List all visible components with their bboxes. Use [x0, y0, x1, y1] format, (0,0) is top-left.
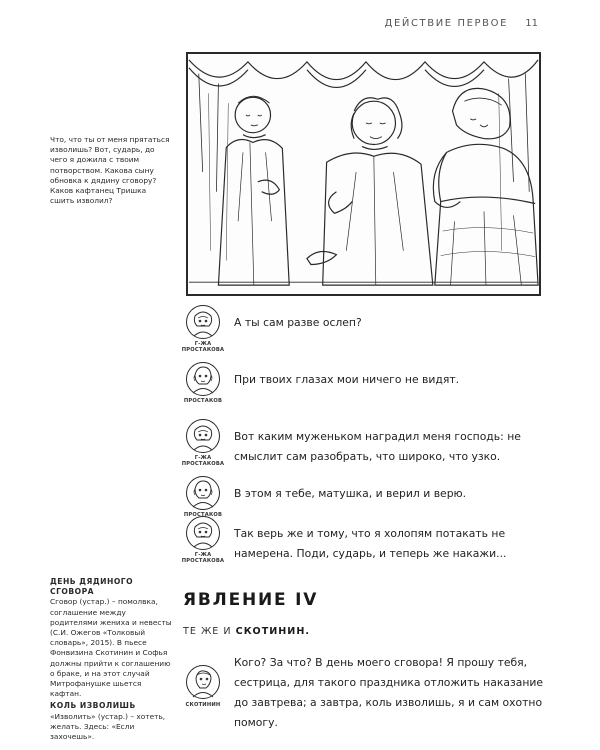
dialogue-line: [183, 304, 563, 360]
scene-cast: [183, 626, 310, 637]
engraving-illustration: [186, 52, 541, 296]
prostakova-portrait-icon: [185, 418, 221, 454]
speaker-label: Г-ЖА ПРОСТАКОВА: [181, 455, 225, 468]
speech-text: Так верь же и тому, что я холопям потакать не намерена. Поди, сударь, и теперь же накажи...: [234, 527, 507, 560]
speech-text: В этом я тебе, матушка, и верил и верю.: [234, 487, 467, 500]
scene-heading: ЯВЛЕНИЕ IV: [183, 590, 319, 610]
glossary-definition: Сговор (устар.) – помолвка, соглашение между родителями жениха и невесты (С.И. Ожегов «Толковый словарь», 2015). В пьесе Фонвизина Скотинин и Софья должны прийти к соглашению о браке, и на этот случай Митрофанушке шьется кафтан.: [50, 597, 172, 699]
running-header: ДЕЙСТВИЕ ПЕРВОЕ: [384, 18, 508, 29]
speaker-label: Г-ЖА ПРОСТАКОВА: [181, 552, 225, 565]
dialogue-line: [183, 652, 563, 732]
dialogue-line: [183, 418, 563, 474]
speaker-label: Г-ЖА ПРОСТАКОВА: [181, 341, 225, 354]
speaker-label: ПРОСТАКОВ: [183, 512, 223, 518]
speech-text: А ты сам разве ослеп?: [234, 316, 362, 329]
speech-text: Кого? За что? В день моего сговора! Я прошу тебя, сестрица, для такого праздника отложить наказание до завтрева; а завтра, коль изволишь, я и сам охотно помогу.: [234, 656, 544, 729]
glossary-term: ДЕНЬ ДЯДИНОГО СГОВОРА: [50, 577, 134, 597]
cast-name: СКОТИНИН.: [235, 626, 310, 637]
speech-text: При твоих глазах мои ничего не видят.: [234, 373, 460, 386]
dialogue-line: [183, 361, 563, 417]
speech-text: Вот каким муженьком наградил меня господь: не смыслит сам разобрать, что широко, что узко.: [234, 430, 521, 463]
prostakov-portrait-icon: [185, 475, 221, 511]
prostakov-portrait-icon: [185, 361, 221, 397]
skotinin-portrait-icon: [185, 664, 221, 700]
prostakova-portrait-icon: [185, 515, 221, 551]
cast-prefix: ТЕ ЖЕ И: [183, 626, 232, 637]
dialogue-line: [183, 515, 563, 571]
glossary-term: КОЛЬ ИЗВОЛИШЬ: [50, 701, 136, 711]
prostakova-portrait-icon: [185, 304, 221, 340]
page-number: 11: [525, 18, 538, 29]
glossary: [50, 577, 175, 742]
margin-quote: Что, что ты от меня прятаться изволишь? Вот, сударь, до чего я дожила с твоим потворством. Какова сыну обновка к дядину сговору? Каков кафтанец Тришка сшить изволил?: [50, 135, 170, 206]
speaker-label: СКОТИНИН: [185, 702, 221, 708]
speaker-label: ПРОСТАКОВ: [183, 398, 223, 404]
glossary-definition: «Изволить» (устар.) – хотеть, желать. Здесь: «Если захочешь».: [50, 711, 166, 742]
